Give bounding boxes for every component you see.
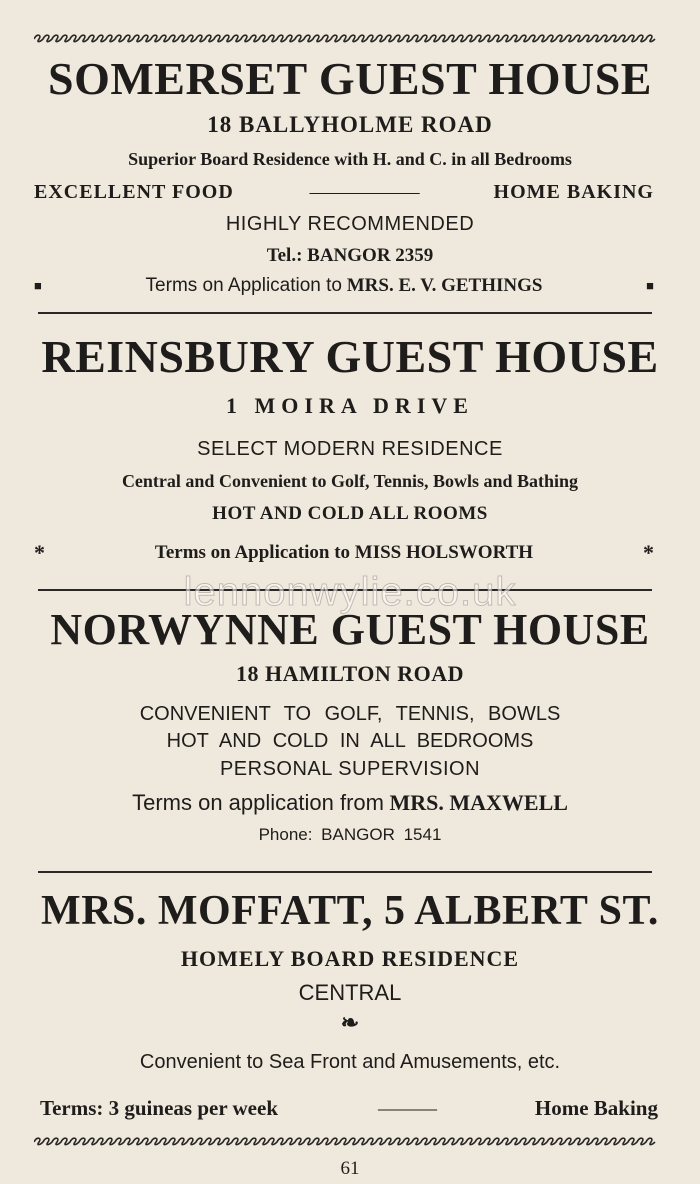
reinsbury-terms-row: [34, 540, 654, 566]
moffatt-terms: Terms: 3 guineas per week: [40, 1096, 278, 1120]
somerset-food-row: [34, 181, 654, 204]
somerset-terms-prefix: Terms on Application to: [145, 275, 342, 296]
reinsbury-central: Central and Convenient to Golf, Tennis, Bowls and Bathing: [121, 471, 579, 491]
somerset-tel: Tel.: BANGOR 2359: [266, 245, 434, 266]
moffatt-dash: ———: [377, 1096, 435, 1120]
norwynne-hotcold: HOT AND COLD IN ALL BEDROOMS: [166, 730, 534, 752]
reinsbury-address: 1 MOIRA DRIVE: [226, 393, 474, 418]
somerset-recommended: HIGHLY RECOMMENDED: [225, 213, 475, 235]
somerset-board: Superior Board Residence with H. and C. in all Bedrooms: [128, 149, 572, 169]
watermark: lennonwylie.co.uk: [183, 570, 517, 614]
bottom-decorative-border: [34, 1136, 656, 1146]
divider: [38, 312, 652, 314]
asterisk-icon: *: [643, 540, 654, 565]
top-decorative-border: [34, 33, 656, 43]
somerset-baking: HOME BAKING: [493, 181, 654, 203]
somerset-food: EXCELLENT FOOD: [34, 181, 234, 203]
page-number: 61: [340, 1158, 360, 1179]
norwynne-convenient: CONVENIENT TO GOLF, TENNIS, BOWLS: [139, 703, 561, 725]
moffatt-convenient: Convenient to Sea Front and Amusements, etc.: [139, 1051, 561, 1073]
square-bullet-icon: ■: [34, 278, 42, 293]
somerset-terms-row: [34, 275, 654, 297]
reinsbury-terms: Terms on Application to MISS HOLSWORTH: [154, 542, 534, 563]
asterisk-icon: *: [34, 540, 45, 565]
reinsbury-residence: SELECT MODERN RESIDENCE: [197, 438, 503, 460]
moffatt-terms-row: [40, 1096, 658, 1121]
norwynne-terms-name: MRS. MAXWELL: [389, 790, 568, 815]
reinsbury-rooms: HOT AND COLD ALL ROOMS: [212, 503, 488, 524]
norwynne-title: NORWYNNE GUEST HOUSE: [50, 605, 650, 654]
somerset-terms: [146, 275, 543, 297]
somerset-dash: ——————: [309, 181, 418, 203]
moffatt-central: CENTRAL: [298, 980, 402, 1005]
norwynne-address: 18 HAMILTON ROAD: [235, 661, 465, 686]
norwynne-supervision: PERSONAL SUPERVISION: [219, 758, 481, 780]
square-bullet-icon: ■: [646, 278, 654, 293]
norwynne-terms-prefix: Terms on application from: [132, 790, 384, 815]
reinsbury-title: REINSBURY GUEST HOUSE: [41, 331, 659, 382]
somerset-title: SOMERSET GUEST HOUSE: [48, 53, 652, 104]
moffatt-title: MRS. MOFFATT, 5 ALBERT ST.: [41, 888, 659, 934]
fleuron-icon: ❧: [340, 1010, 360, 1035]
moffatt-board: HOMELY BOARD RESIDENCE: [180, 946, 520, 971]
somerset-terms-name: MRS. E. V. GETHINGS: [346, 275, 543, 296]
norwynne-phone: Phone: BANGOR 1541: [258, 825, 442, 844]
norwynne-terms: [0, 790, 700, 816]
somerset-address: 18 BALLYHOLME ROAD: [207, 112, 493, 137]
divider: [38, 871, 652, 873]
moffatt-baking: Home Baking: [534, 1096, 658, 1120]
